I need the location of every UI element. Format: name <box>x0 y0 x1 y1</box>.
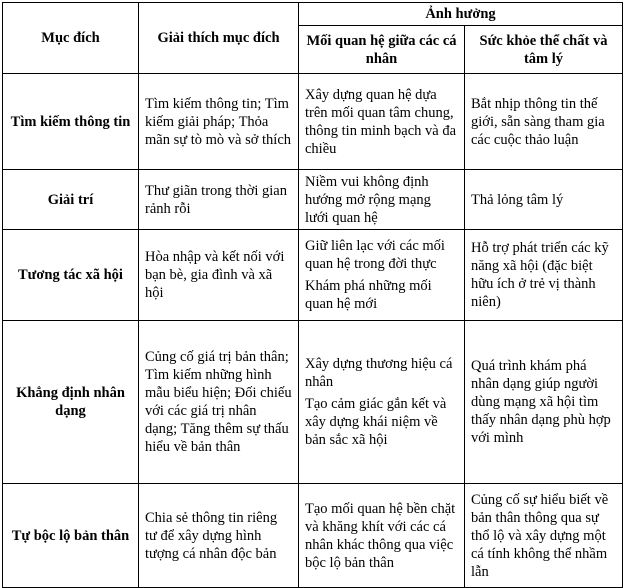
relations-cell <box>299 484 465 588</box>
purpose-cell: Giải trí <box>3 170 139 230</box>
table-row <box>3 321 623 484</box>
explanation-cell: Chia sẻ thông tin riêng tư để xây dựng hình tượng cá nhân độc bản <box>139 484 299 588</box>
relations-cell <box>299 170 465 230</box>
relations-text: Khám phá những mối quan hệ mới <box>305 278 432 312</box>
relations-text: Tạo cảm giác gắn kết và xây dựng khái niệm về bản sắc xã hội <box>305 396 447 448</box>
relations-text: Giữ liên lạc với các mối quan hệ trong đời thực <box>305 238 445 272</box>
purpose-impact-table <box>2 2 623 588</box>
health-cell: Quá trình khám phá nhân dạng giúp người dùng mạng xã hội tìm thấy nhân dạng phù hợp với mình <box>465 321 623 484</box>
table-row <box>3 230 623 321</box>
health-cell: Củng cố sự hiểu biết về bản thân thông qua sự thổ lộ và xây dựng một cá tính không thể nhầm lẫn <box>465 484 623 588</box>
table-row <box>3 170 623 230</box>
relations-text: Xây dựng thương hiệu cá nhân <box>305 356 453 390</box>
relations-text: Niềm vui không định hướng mở rộng mạng lưới quan hệ <box>305 173 431 226</box>
health-cell: Bắt nhịp thông tin thế giới, sẵn sàng tham gia các cuộc thảo luận <box>465 74 623 170</box>
table-row <box>3 74 623 170</box>
explanation-cell: Hòa nhập và kết nối với bạn bè, gia đình và xã hội <box>139 230 299 321</box>
explanation-cell: Tìm kiếm thông tin; Tìm kiếm giải pháp; Thỏa mãn sự tò mò và sở thích <box>139 74 299 170</box>
purpose-cell: Tự bộc lộ bản thân <box>3 484 139 588</box>
explanation-cell: Thư giãn trong thời gian rảnh rỗi <box>139 170 299 230</box>
relations-text: Xây dựng quan hệ dựa trên mối quan tâm chung, thông tin minh bạch và đa chiều <box>305 86 457 157</box>
header-health: Sức khỏe thể chất và tâm lý <box>465 26 623 74</box>
header-impact: Ảnh hưởng <box>299 3 623 26</box>
purpose-cell: Tìm kiếm thông tin <box>3 74 139 170</box>
relations-cell <box>299 74 465 170</box>
purpose-cell: Tương tác xã hội <box>3 230 139 321</box>
purpose-cell: Khẳng định nhân dạng <box>3 321 139 484</box>
table-row <box>3 484 623 588</box>
health-cell: Hỗ trợ phát triển các kỹ năng xã hội (đặc biệt hữu ích ở trẻ vị thành niên) <box>465 230 623 321</box>
relations-text: Tạo mối quan hệ bền chặt và khăng khít với các cá nhân khác thông qua việc bộc lộ bản thân <box>305 500 456 571</box>
header-purpose: Mục đích <box>3 3 139 74</box>
explanation-cell: Củng cố giá trị bản thân; Tìm kiếm những hình mẫu biểu hiện; Đối chiếu với các giá trị nhân dạng; Tăng thêm sự thấu hiểu về bản thân <box>139 321 299 484</box>
relations-cell <box>299 230 465 321</box>
header-relations: Mối quan hệ giữa các cá nhân <box>299 26 465 74</box>
relations-cell <box>299 321 465 484</box>
header-explanation: Giải thích mục đích <box>139 3 299 74</box>
health-cell: Thả lỏng tâm lý <box>465 170 623 230</box>
